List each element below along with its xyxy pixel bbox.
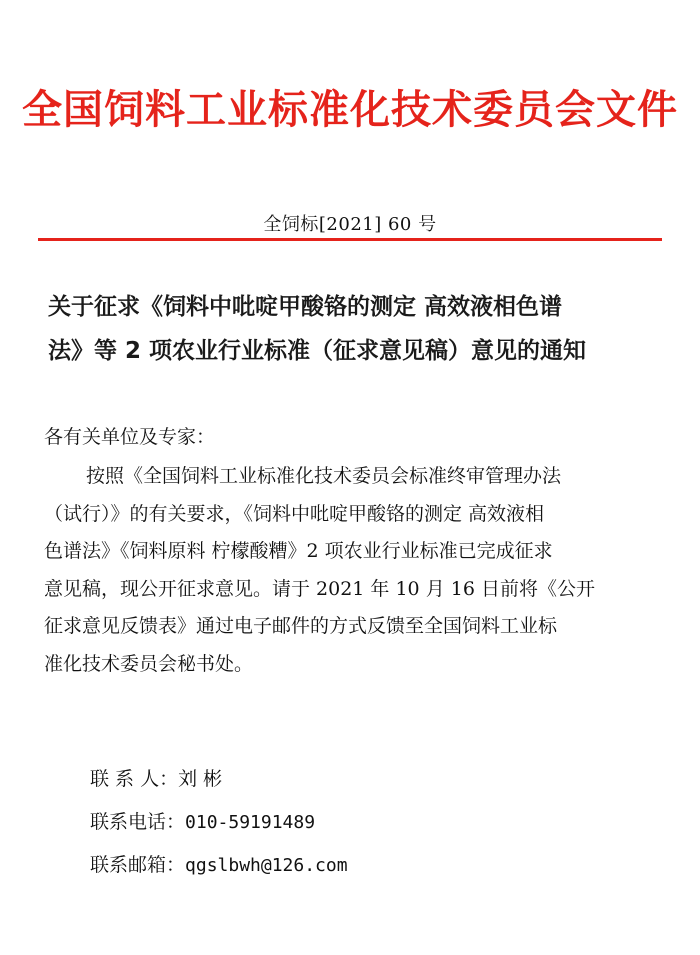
contact-person-row [90, 758, 348, 801]
body-line-5: 征求意见反馈表》通过电子邮件的方式反馈至全国饲料工业标 [44, 615, 558, 638]
contact-block [90, 758, 348, 887]
body-line-1: 按照《全国饲料工业标准化技术委员会标准终审管理办法 [86, 465, 562, 487]
body-line-6: 准化技术委员会秘书处。 [44, 652, 254, 675]
contact-email-label: 联系邮箱： [90, 854, 186, 876]
contact-person-label: 联 系 人： [90, 768, 179, 790]
org-title: 全国饲料工业标准化技术委员会文件 [22, 87, 678, 133]
contact-person-value: 刘 彬 [178, 768, 223, 790]
red-divider-line [38, 238, 662, 241]
salutation: 各有关单位及专家： [44, 426, 216, 448]
document-number: 全饲标[2021] 60 号 [263, 214, 437, 235]
notice-title-line-1: 关于征求《饲料中吡啶甲酸铬的测定 高效液相色谱 [48, 294, 563, 320]
contact-phone-value: 010-59191489 [185, 812, 316, 833]
notice-title [48, 285, 658, 373]
contact-phone-label: 联系电话： [90, 811, 186, 833]
body-line-3: 色谱法》《饲料原料 柠檬酸糟》2 项农业行业标准已完成征求 [44, 540, 553, 563]
contact-email-value[interactable]: qgslbwh@126.com [185, 855, 348, 876]
notice-title-line-2: 法》等 2 项农业行业标准（征求意见稿）意见的通知 [48, 338, 587, 364]
contact-phone-row [90, 801, 348, 844]
body-paragraph [44, 458, 656, 684]
body-line-4: 意见稿，现公开征求意见。请于 2021 年 10 月 16 日前将《公开 [44, 577, 595, 600]
contact-email-row [90, 844, 348, 887]
body-line-2: （试行）》的有关要求，《饲料中吡啶甲酸铬的测定 高效液相 [44, 502, 545, 525]
